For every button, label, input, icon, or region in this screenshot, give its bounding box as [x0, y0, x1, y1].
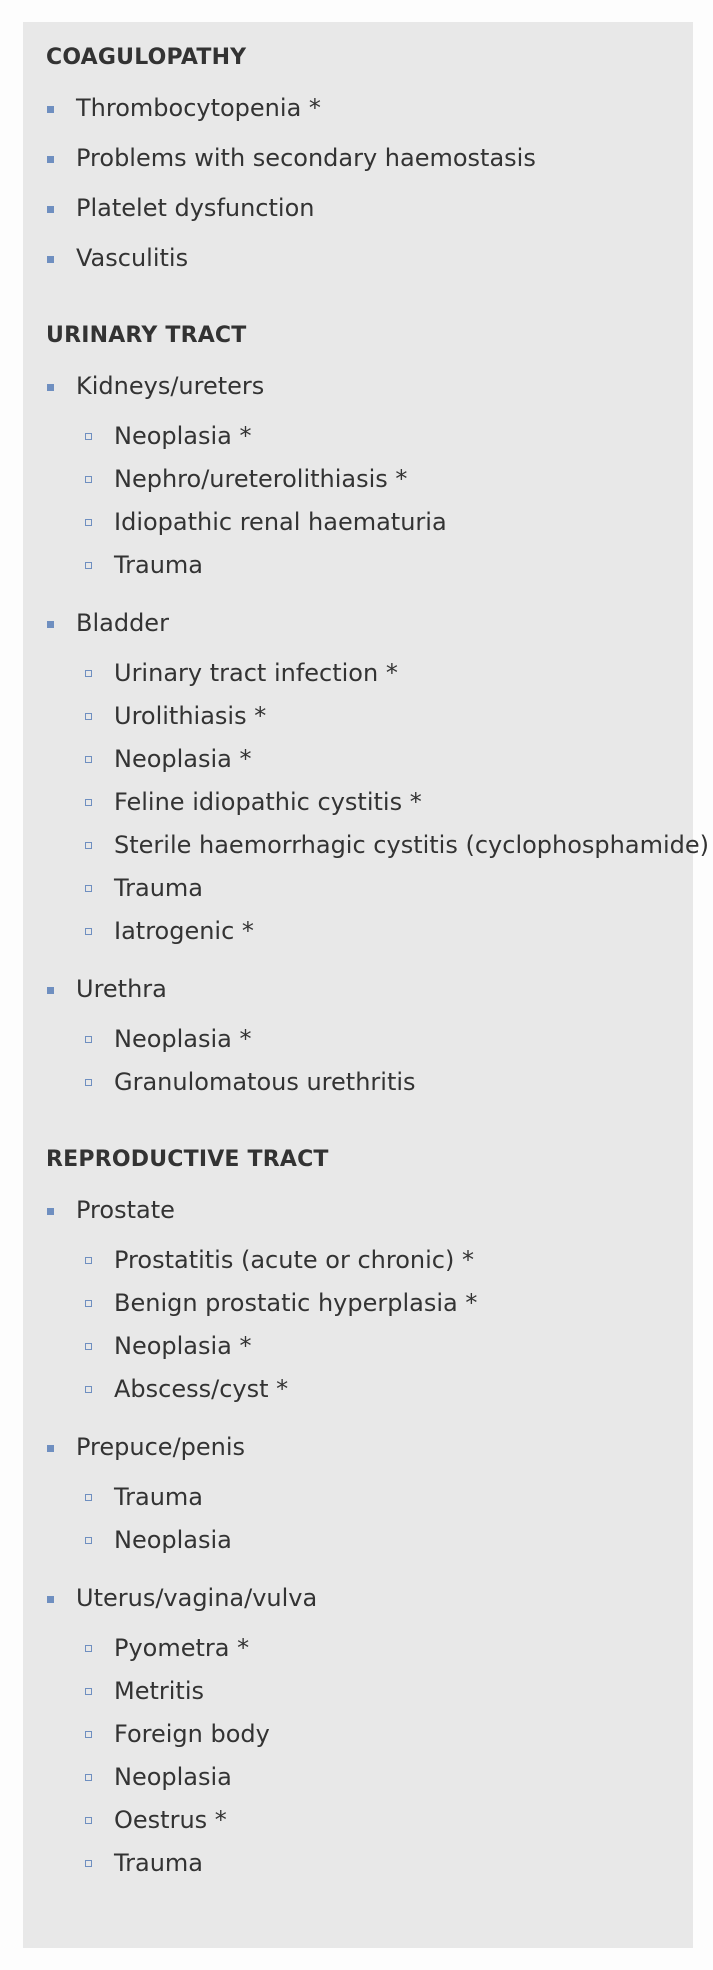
- sub-item-label: Foreign body: [114, 1720, 270, 1748]
- sub-list-item: [46, 1244, 693, 1276]
- sub-item-label: Idiopathic renal haematuria: [114, 508, 447, 536]
- sub-item-label: Prostatitis (acute or chronic) *: [114, 1246, 474, 1274]
- list-item: [46, 1431, 693, 1556]
- hollow-square-bullet-icon: [85, 670, 92, 677]
- hollow-square-bullet-icon: [85, 1645, 92, 1652]
- sub-list-item: [46, 1718, 693, 1750]
- section-title: REPRODUCTIVE TRACT: [46, 1147, 329, 1172]
- sub-item-label: Iatrogenic *: [114, 917, 254, 945]
- square-bullet-icon: [47, 1445, 54, 1452]
- list-item: [46, 1194, 693, 1405]
- sub-item-label: Neoplasia *: [114, 745, 252, 773]
- sub-list-item: [46, 1632, 693, 1664]
- sub-item-label: Urolithiasis *: [114, 702, 267, 730]
- sub-item-label: Feline idiopathic cystitis *: [114, 788, 422, 816]
- sub-item-label: Nephro/ureterolithiasis *: [114, 465, 408, 493]
- hollow-square-bullet-icon: [85, 519, 92, 526]
- sub-list: [46, 420, 693, 581]
- sub-list-item: [46, 657, 693, 689]
- sub-item-label: Oestrus *: [114, 1806, 227, 1834]
- sub-list: [46, 1244, 693, 1405]
- hollow-square-bullet-icon: [85, 1860, 92, 1867]
- sub-list-item: [46, 420, 693, 452]
- sub-item-label: Urinary tract infection *: [114, 659, 398, 687]
- item-label: Bladder: [76, 609, 169, 637]
- sub-list-item: [46, 786, 693, 818]
- sub-item-label: Granulomatous urethritis: [114, 1068, 416, 1096]
- section-reproductive-tract: [46, 1144, 693, 1879]
- square-bullet-icon: [47, 987, 54, 994]
- sub-list-item: [46, 1675, 693, 1707]
- hollow-square-bullet-icon: [85, 1036, 92, 1043]
- sub-list-item: [46, 1481, 693, 1513]
- sub-item-label: Trauma: [114, 874, 204, 902]
- hollow-square-bullet-icon: [85, 928, 92, 935]
- hollow-square-bullet-icon: [85, 433, 92, 440]
- sub-list: [46, 657, 709, 947]
- sub-list-item: [46, 1524, 693, 1556]
- sub-item-label: Neoplasia *: [114, 422, 252, 450]
- causes-panel: [23, 22, 709, 1948]
- section-urinary-tract: [46, 320, 709, 1098]
- sub-list-item: [46, 506, 693, 538]
- item-label: Prepuce/penis: [76, 1433, 246, 1461]
- item-label: Problems with secondary haemostasis: [76, 144, 536, 172]
- sub-list-item: [46, 915, 693, 947]
- hollow-square-bullet-icon: [85, 1079, 92, 1086]
- sub-list-item: [46, 1066, 693, 1098]
- list-item: [46, 1582, 693, 1879]
- hollow-square-bullet-icon: [85, 476, 92, 483]
- sub-list-item: [46, 463, 693, 495]
- sub-item-label: Abscess/cyst *: [114, 1375, 289, 1403]
- list-item: [46, 607, 709, 947]
- hollow-square-bullet-icon: [85, 1386, 92, 1393]
- hollow-square-bullet-icon: [85, 1774, 92, 1781]
- item-label: Thrombocytopenia *: [76, 94, 321, 122]
- sub-item-label: Sterile haemorrhagic cystitis (cyclophosphamide): [114, 831, 709, 859]
- item-label: Platelet dysfunction: [76, 194, 315, 222]
- square-bullet-icon: [47, 206, 54, 213]
- sub-list-item: [46, 1847, 693, 1879]
- section-title: URINARY TRACT: [46, 323, 247, 348]
- square-bullet-icon: [47, 106, 54, 113]
- item-label: Prostate: [76, 1196, 175, 1224]
- square-bullet-icon: [47, 384, 54, 391]
- sub-item-label: Trauma: [114, 1849, 204, 1877]
- sub-list: [46, 1023, 693, 1098]
- sub-list-item: [46, 743, 693, 775]
- hollow-square-bullet-icon: [85, 1537, 92, 1544]
- hollow-square-bullet-icon: [85, 756, 92, 763]
- sub-item-label: Neoplasia *: [114, 1025, 252, 1053]
- cause-list: [46, 1194, 693, 1879]
- sub-item-label: Pyometra *: [114, 1634, 250, 1662]
- sub-list-item: [46, 1804, 693, 1836]
- square-bullet-icon: [47, 1596, 54, 1603]
- item-label: Uterus/vagina/vulva: [76, 1584, 318, 1612]
- hollow-square-bullet-icon: [85, 1731, 92, 1738]
- list-item: [46, 192, 693, 224]
- hollow-square-bullet-icon: [85, 1300, 92, 1307]
- sub-item-label: Trauma: [114, 551, 204, 579]
- sub-item-label: Neoplasia *: [114, 1332, 252, 1360]
- hollow-square-bullet-icon: [85, 1343, 92, 1350]
- item-label: Vasculitis: [76, 244, 189, 272]
- item-label: Kidneys/ureters: [76, 372, 265, 400]
- sub-list-item: [46, 829, 709, 861]
- list-item: [46, 142, 693, 174]
- sub-list-item: [46, 1373, 693, 1405]
- list-item: [46, 92, 693, 124]
- sub-item-label: Trauma: [114, 1483, 204, 1511]
- sub-list-item: [46, 549, 693, 581]
- sub-list-item: [46, 872, 693, 904]
- sub-item-label: Benign prostatic hyperplasia *: [114, 1289, 478, 1317]
- sub-item-label: Metritis: [114, 1677, 204, 1705]
- sub-list-item: [46, 1330, 693, 1362]
- sub-item-label: Neoplasia: [114, 1526, 232, 1554]
- hollow-square-bullet-icon: [85, 885, 92, 892]
- sub-item-label: Neoplasia: [114, 1763, 232, 1791]
- sub-list-item: [46, 1287, 693, 1319]
- cause-list: [46, 92, 693, 274]
- square-bullet-icon: [47, 256, 54, 263]
- item-label: Urethra: [76, 975, 167, 1003]
- square-bullet-icon: [47, 156, 54, 163]
- list-item: [46, 370, 693, 581]
- hollow-square-bullet-icon: [85, 562, 92, 569]
- sub-list-item: [46, 700, 693, 732]
- list-item: [46, 973, 693, 1098]
- hollow-square-bullet-icon: [85, 1257, 92, 1264]
- hollow-square-bullet-icon: [85, 1688, 92, 1695]
- section-coagulopathy: [46, 42, 693, 274]
- hollow-square-bullet-icon: [85, 713, 92, 720]
- sub-list-item: [46, 1023, 693, 1055]
- hollow-square-bullet-icon: [85, 842, 92, 849]
- sub-list: [46, 1632, 693, 1879]
- sub-list: [46, 1481, 693, 1556]
- section-title: COAGULOPATHY: [46, 45, 247, 70]
- cause-list: [46, 370, 709, 1098]
- hollow-square-bullet-icon: [85, 799, 92, 806]
- hollow-square-bullet-icon: [85, 1817, 92, 1824]
- sub-list-item: [46, 1761, 693, 1793]
- square-bullet-icon: [47, 1208, 54, 1215]
- square-bullet-icon: [47, 621, 54, 628]
- list-item: [46, 242, 693, 274]
- hollow-square-bullet-icon: [85, 1494, 92, 1501]
